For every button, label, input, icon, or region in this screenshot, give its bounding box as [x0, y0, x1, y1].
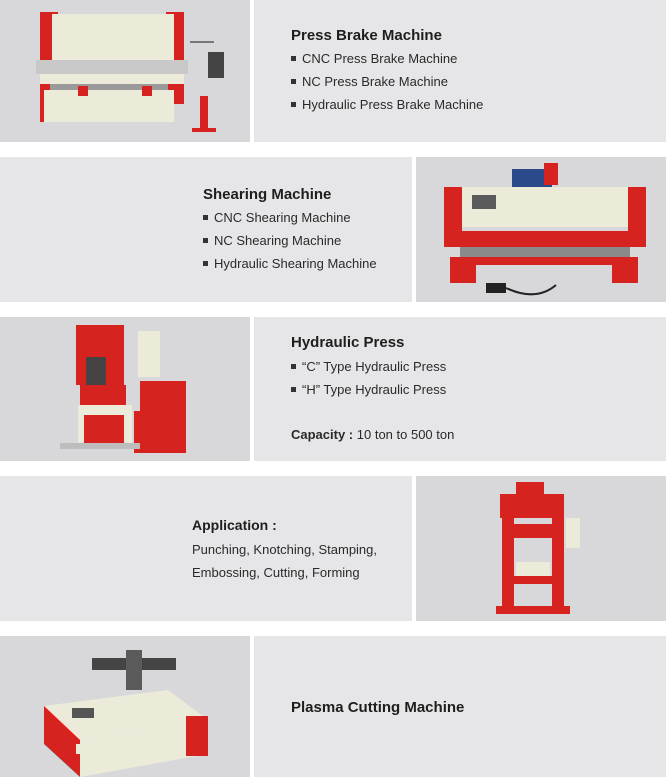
bullet-icon	[291, 364, 296, 369]
bullet-icon	[203, 215, 208, 220]
shearing-list	[203, 206, 377, 275]
capacity-label: Capacity :	[291, 427, 354, 442]
list-item: CNC Shearing Machine	[203, 206, 377, 229]
shearing-machine-photo	[416, 157, 666, 302]
capacity-line	[291, 427, 454, 442]
bullet-icon	[203, 238, 208, 243]
section-title-press-brake: Press Brake Machine	[291, 27, 442, 44]
section-title-plasma-cutting: Plasma Cutting Machine	[291, 699, 465, 716]
bullet-icon	[203, 261, 208, 266]
list-item: Hydraulic Shearing Machine	[203, 252, 377, 275]
bullet-icon	[291, 102, 296, 107]
bullet-icon	[291, 79, 296, 84]
application-line-2: Embossing, Cutting, Forming	[192, 565, 360, 580]
list-item: NC Press Brake Machine	[291, 70, 483, 93]
press-brake-list	[291, 47, 483, 116]
bullet-icon	[291, 387, 296, 392]
list-item: Hydraulic Press Brake Machine	[291, 93, 483, 116]
capacity-value: 10 ton to 500 ton	[356, 427, 455, 442]
section-title-shearing: Shearing Machine	[203, 186, 332, 203]
list-item: CNC Press Brake Machine	[291, 47, 483, 70]
plasma-cutting-machine-photo	[0, 636, 250, 777]
application-line-1: Punching, Knotching, Stamping,	[192, 542, 378, 557]
press-brake-machine-photo	[0, 0, 250, 142]
hydraulic-press-list	[291, 355, 446, 401]
list-item: NC Shearing Machine	[203, 229, 377, 252]
list-item: “C” Type Hydraulic Press	[291, 355, 446, 378]
list-item: “H” Type Hydraulic Press	[291, 378, 446, 401]
section-title-hydraulic-press: Hydraulic Press	[291, 334, 405, 351]
hydraulic-press-photo	[0, 317, 250, 461]
bullet-icon	[291, 56, 296, 61]
h-type-press-photo	[416, 476, 666, 621]
section-title-application: Application :	[192, 517, 277, 533]
